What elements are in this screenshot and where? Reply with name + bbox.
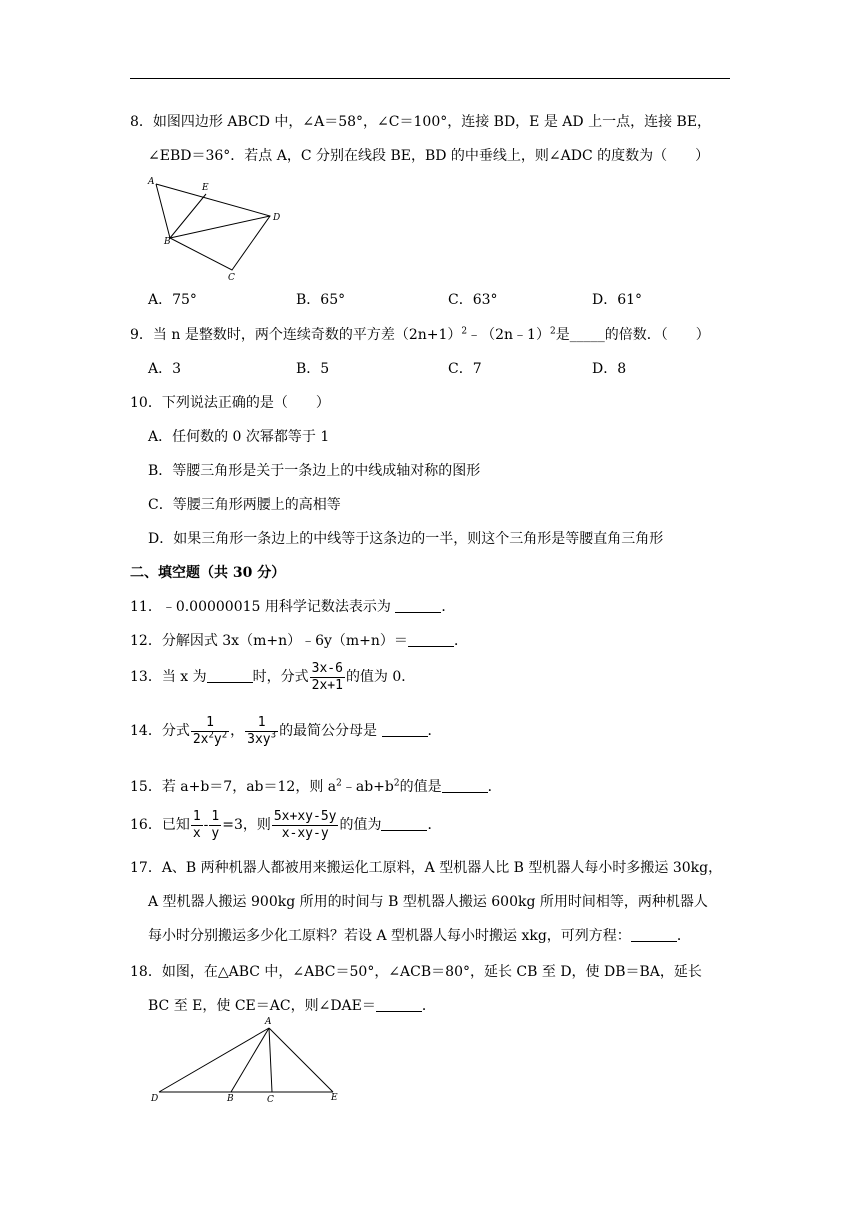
q8-label-b: B xyxy=(164,237,171,247)
q17-line3: 每小时分别搬运多少化工原料？若设 A 型机器人每小时搬运 xkg，可列方程： ． xyxy=(148,928,691,944)
q10-option-a: A．任何数的 0 次幂都等于 1 xyxy=(148,429,330,445)
q18-answer-blank[interactable] xyxy=(376,997,422,1012)
q9-option-c: C．7 xyxy=(448,361,482,377)
q18-line2: BC 至 E，使 CE＝AC，则∠DAE＝ ． xyxy=(148,998,436,1014)
q14: 14．分式 $\frac{1}{2x^2y^2}$ ， $\frac{1}{3xy^3}$ 的最简公分母是 ． xyxy=(130,714,442,747)
q8-label-c: C xyxy=(228,273,235,283)
q13-fraction: $\frac{3x-6}{2x+1}$ xyxy=(311,660,343,693)
q10-option-b: B．等腰三角形是关于一条边上的中线成轴对称的图形 xyxy=(148,463,481,479)
q16: 16．已知 $\frac{1}{x}$ - $\frac{1}{y}$ =3，则 $\frac{5x+xy-5y}{x-xy-y}$ 的值为 ． xyxy=(130,808,442,841)
header-rule xyxy=(130,78,730,79)
q18-figure-triangle xyxy=(145,1012,355,1106)
q9-stem: 9．当 n 是整数时，两个连续奇数的平方差$(2n+1)^2﹣(2n﹣1)^2$是_____的倍数．（ ） xyxy=(130,326,710,343)
q16-answer-blank[interactable] xyxy=(381,816,427,831)
q14-fraction-2: $\frac{1}{3xy^3}$ xyxy=(247,714,277,747)
q15-answer-blank[interactable] xyxy=(442,778,488,793)
q8-option-a: A．75° xyxy=(148,292,197,308)
q10-option-c: C．等腰三角形两腰上的高相等 xyxy=(148,497,341,513)
q18-label-b: B xyxy=(227,1094,234,1104)
q12-answer-blank[interactable] xyxy=(408,632,454,647)
q8-label-d: D xyxy=(273,213,281,223)
q8-line1: 8．如图四边形 ABCD 中，∠A＝58°，∠C＝100°，连接 BD，E 是 AD 上一点，连接 BE， xyxy=(130,114,712,130)
q15: 15．若 a+b＝7，ab＝12，则 $a^2﹣ab+b^2$的值是 ． xyxy=(130,778,502,795)
section-title-fill-in: 二、填空题（共 30 分） xyxy=(130,565,286,581)
q9-option-b: B．5 xyxy=(296,361,330,377)
q16-fraction-3: $\frac{5x+xy-5y}{x-xy-y}$ xyxy=(273,808,337,841)
q9-option-a: A．3 xyxy=(148,361,182,377)
q14-answer-blank[interactable] xyxy=(382,722,428,737)
q8-option-b: B．65° xyxy=(296,292,346,308)
q18-label-d: D xyxy=(151,1094,159,1104)
q18-line1: 18．如图，在△ABC 中，∠ABC＝50°，∠ACB＝80°，延长 CB 至 D，使 DB＝BA，延长 xyxy=(130,964,702,980)
q8-option-c: C．63° xyxy=(448,292,498,308)
q10-option-d: D．如果三角形一条边上的中线等于这条边的一半，则这个三角形是等腰直角三角形 xyxy=(148,531,664,547)
q11: 11．﹣0.00000015 用科学记数法表示为 ． xyxy=(130,599,456,615)
q8-line2: ∠EBD＝36°．若点 A，C 分别在线段 BE，BD 的中垂线上，则∠ADC 的度数为（ ） xyxy=(148,148,710,164)
q8-label-a: A xyxy=(148,177,155,187)
q18-label-c: C xyxy=(267,1095,274,1105)
q16-fraction-2: $\frac{1}{y}$ xyxy=(211,808,220,841)
q11-answer-blank[interactable] xyxy=(395,598,441,613)
q18-label-e: E xyxy=(331,1093,338,1103)
q12: 12．分解因式 3x（m+n）﹣6y（m+n）＝ ． xyxy=(130,633,468,649)
q13: 13．当 x 为 时，分式 $\frac{3x-6}{2x+1}$ 的值为 0． xyxy=(130,660,416,693)
q10-stem: 10．下列说法正确的是（ ） xyxy=(130,395,330,411)
q8-label-e: E xyxy=(202,183,209,193)
q13-answer-blank[interactable] xyxy=(207,668,253,683)
q8-figure-quadrilateral xyxy=(140,172,290,284)
q14-fraction-1: $\frac{1}{2x^2y^2}$ xyxy=(192,714,228,747)
q17-line1: 17．A、B 两种机器人都被用来搬运化工原料，A 型机器人比 B 型机器人每小时多搬运 30kg， xyxy=(130,860,723,876)
q17-line2: A 型机器人搬运 900kg 所用的时间与 B 型机器人搬运 600kg 所用时间相等，两种机器人 xyxy=(148,894,708,910)
q16-fraction-1: $\frac{1}{x}$ xyxy=(192,808,201,841)
q9-option-d: D．8 xyxy=(592,361,627,377)
q17-answer-blank[interactable] xyxy=(631,927,677,942)
q18-label-a: A xyxy=(265,1017,272,1027)
q8-option-d: D．61° xyxy=(592,292,643,308)
